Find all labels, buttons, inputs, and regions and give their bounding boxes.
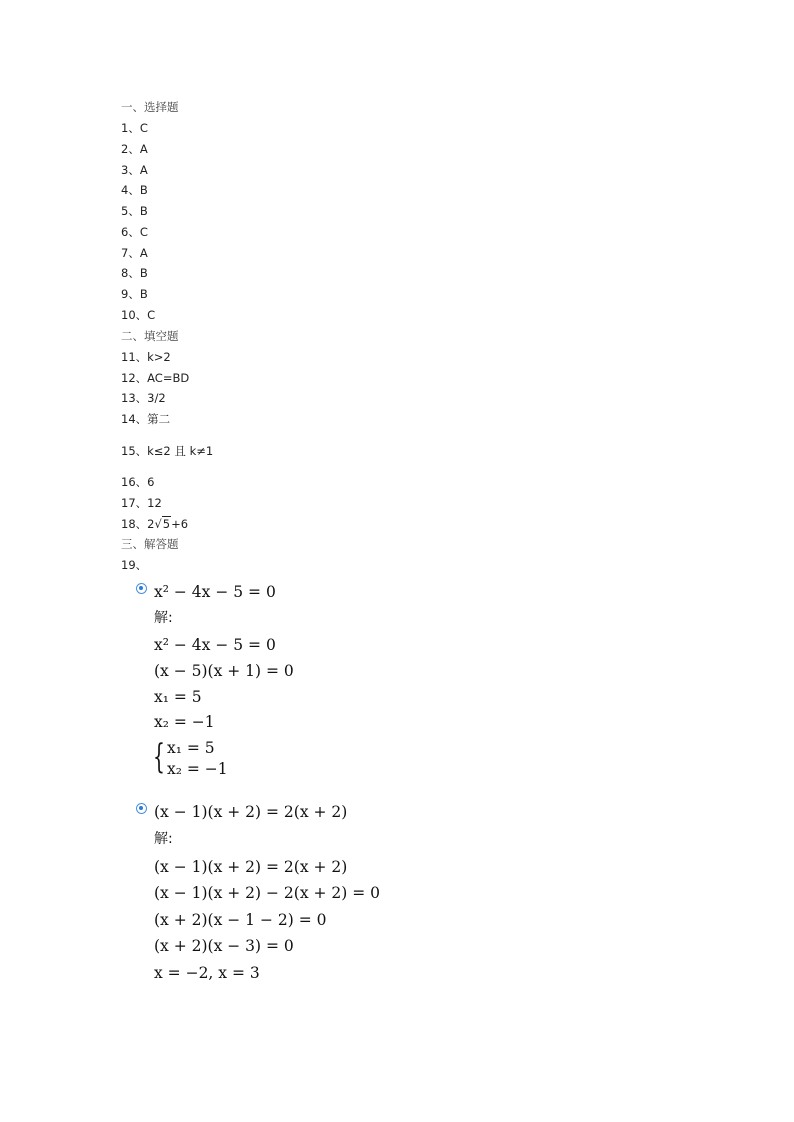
solution-step: (x − 5)(x + 1) = 0 <box>154 662 294 680</box>
answer-row <box>121 412 170 426</box>
system-equation: x₁ = 5 <box>167 739 215 757</box>
left-brace: { <box>153 737 165 777</box>
equation-title: x² − 4x − 5 = 0 <box>154 583 276 601</box>
answer-row <box>121 266 148 280</box>
answer-row <box>121 204 148 218</box>
answer-number: 14、 <box>121 412 148 426</box>
solution-step: x = −2, x = 3 <box>154 964 260 982</box>
answer-value: B <box>139 266 148 280</box>
answer-number: 4、 <box>121 183 140 197</box>
section-title-fill: 二、填空题 <box>121 329 179 343</box>
answer-value: 第二 <box>147 412 171 426</box>
answer-row <box>121 517 188 531</box>
answer-row <box>121 391 166 405</box>
answer-number: 12、 <box>121 371 148 385</box>
answer-row <box>121 350 171 364</box>
answer-row <box>121 121 148 135</box>
answer-value: B <box>139 183 148 197</box>
answer-number: 11、 <box>121 350 148 364</box>
section-title-solution: 三、解答题 <box>121 537 179 551</box>
question-number: 19、 <box>121 558 148 572</box>
answer-number: 8、 <box>121 266 140 280</box>
answer-row <box>121 246 148 260</box>
answer-row <box>121 475 154 489</box>
answer-value: B <box>139 204 148 218</box>
solution-step: x₂ = −1 <box>154 713 215 731</box>
answer-row <box>121 225 148 239</box>
answer-value: C <box>147 308 156 322</box>
answer-row <box>121 496 162 510</box>
answer-value: k≤2 且 k≠1 <box>147 444 214 458</box>
answer-number: 3、 <box>121 163 140 177</box>
equation-title: (x − 1)(x + 2) = 2(x + 2) <box>154 803 348 821</box>
answer-number: 1、 <box>121 121 140 135</box>
answer-row <box>121 371 189 385</box>
answer-value: AC=BD <box>147 371 190 385</box>
answer-value: 6 <box>147 475 155 489</box>
solution-step: (x − 1)(x + 2) − 2(x + 2) = 0 <box>154 884 381 902</box>
answer-number: 6、 <box>121 225 140 239</box>
answer-number: 15、 <box>121 444 148 458</box>
solution-step: x₁ = 5 <box>154 688 202 706</box>
answer-number: 7、 <box>121 246 140 260</box>
answer-row <box>121 163 148 177</box>
answer-number: 18、 <box>121 517 148 531</box>
answer-row <box>121 183 148 197</box>
answer-value: 12 <box>147 496 162 510</box>
answer-value: 2√5+6 <box>147 517 189 531</box>
answer-number: 9、 <box>121 287 140 301</box>
answer-value: B <box>139 287 148 301</box>
answer-number: 13、 <box>121 391 148 405</box>
answer-row <box>121 444 213 458</box>
answer-row <box>121 142 148 156</box>
solution-step: (x + 2)(x − 1 − 2) = 0 <box>154 911 327 929</box>
solution-step: x² − 4x − 5 = 0 <box>154 636 276 654</box>
radio-selected-icon[interactable] <box>136 803 147 814</box>
answer-row <box>121 308 155 322</box>
solution-step: (x + 2)(x − 3) = 0 <box>154 937 294 955</box>
solution-label: 解: <box>154 610 173 626</box>
answer-number: 5、 <box>121 204 140 218</box>
answer-value: k>2 <box>147 350 171 364</box>
answer-number: 16、 <box>121 475 148 489</box>
answer-value: A <box>139 163 148 177</box>
answer-number: 2、 <box>121 142 140 156</box>
answer-number: 10、 <box>121 308 148 322</box>
section-title-choice: 一、选择题 <box>121 100 179 114</box>
answer-value: C <box>139 225 148 239</box>
solution-step: (x − 1)(x + 2) = 2(x + 2) <box>154 858 348 876</box>
answer-row <box>121 287 148 301</box>
solution-label: 解: <box>154 831 173 847</box>
answer-number: 17、 <box>121 496 148 510</box>
radio-selected-icon[interactable] <box>136 583 147 594</box>
answer-value: 3/2 <box>147 391 166 405</box>
system-equation: x₂ = −1 <box>167 760 228 778</box>
answer-value: A <box>139 142 148 156</box>
answer-value: C <box>139 121 148 135</box>
square-root: √5 <box>154 517 171 531</box>
answer-value: A <box>139 246 148 260</box>
